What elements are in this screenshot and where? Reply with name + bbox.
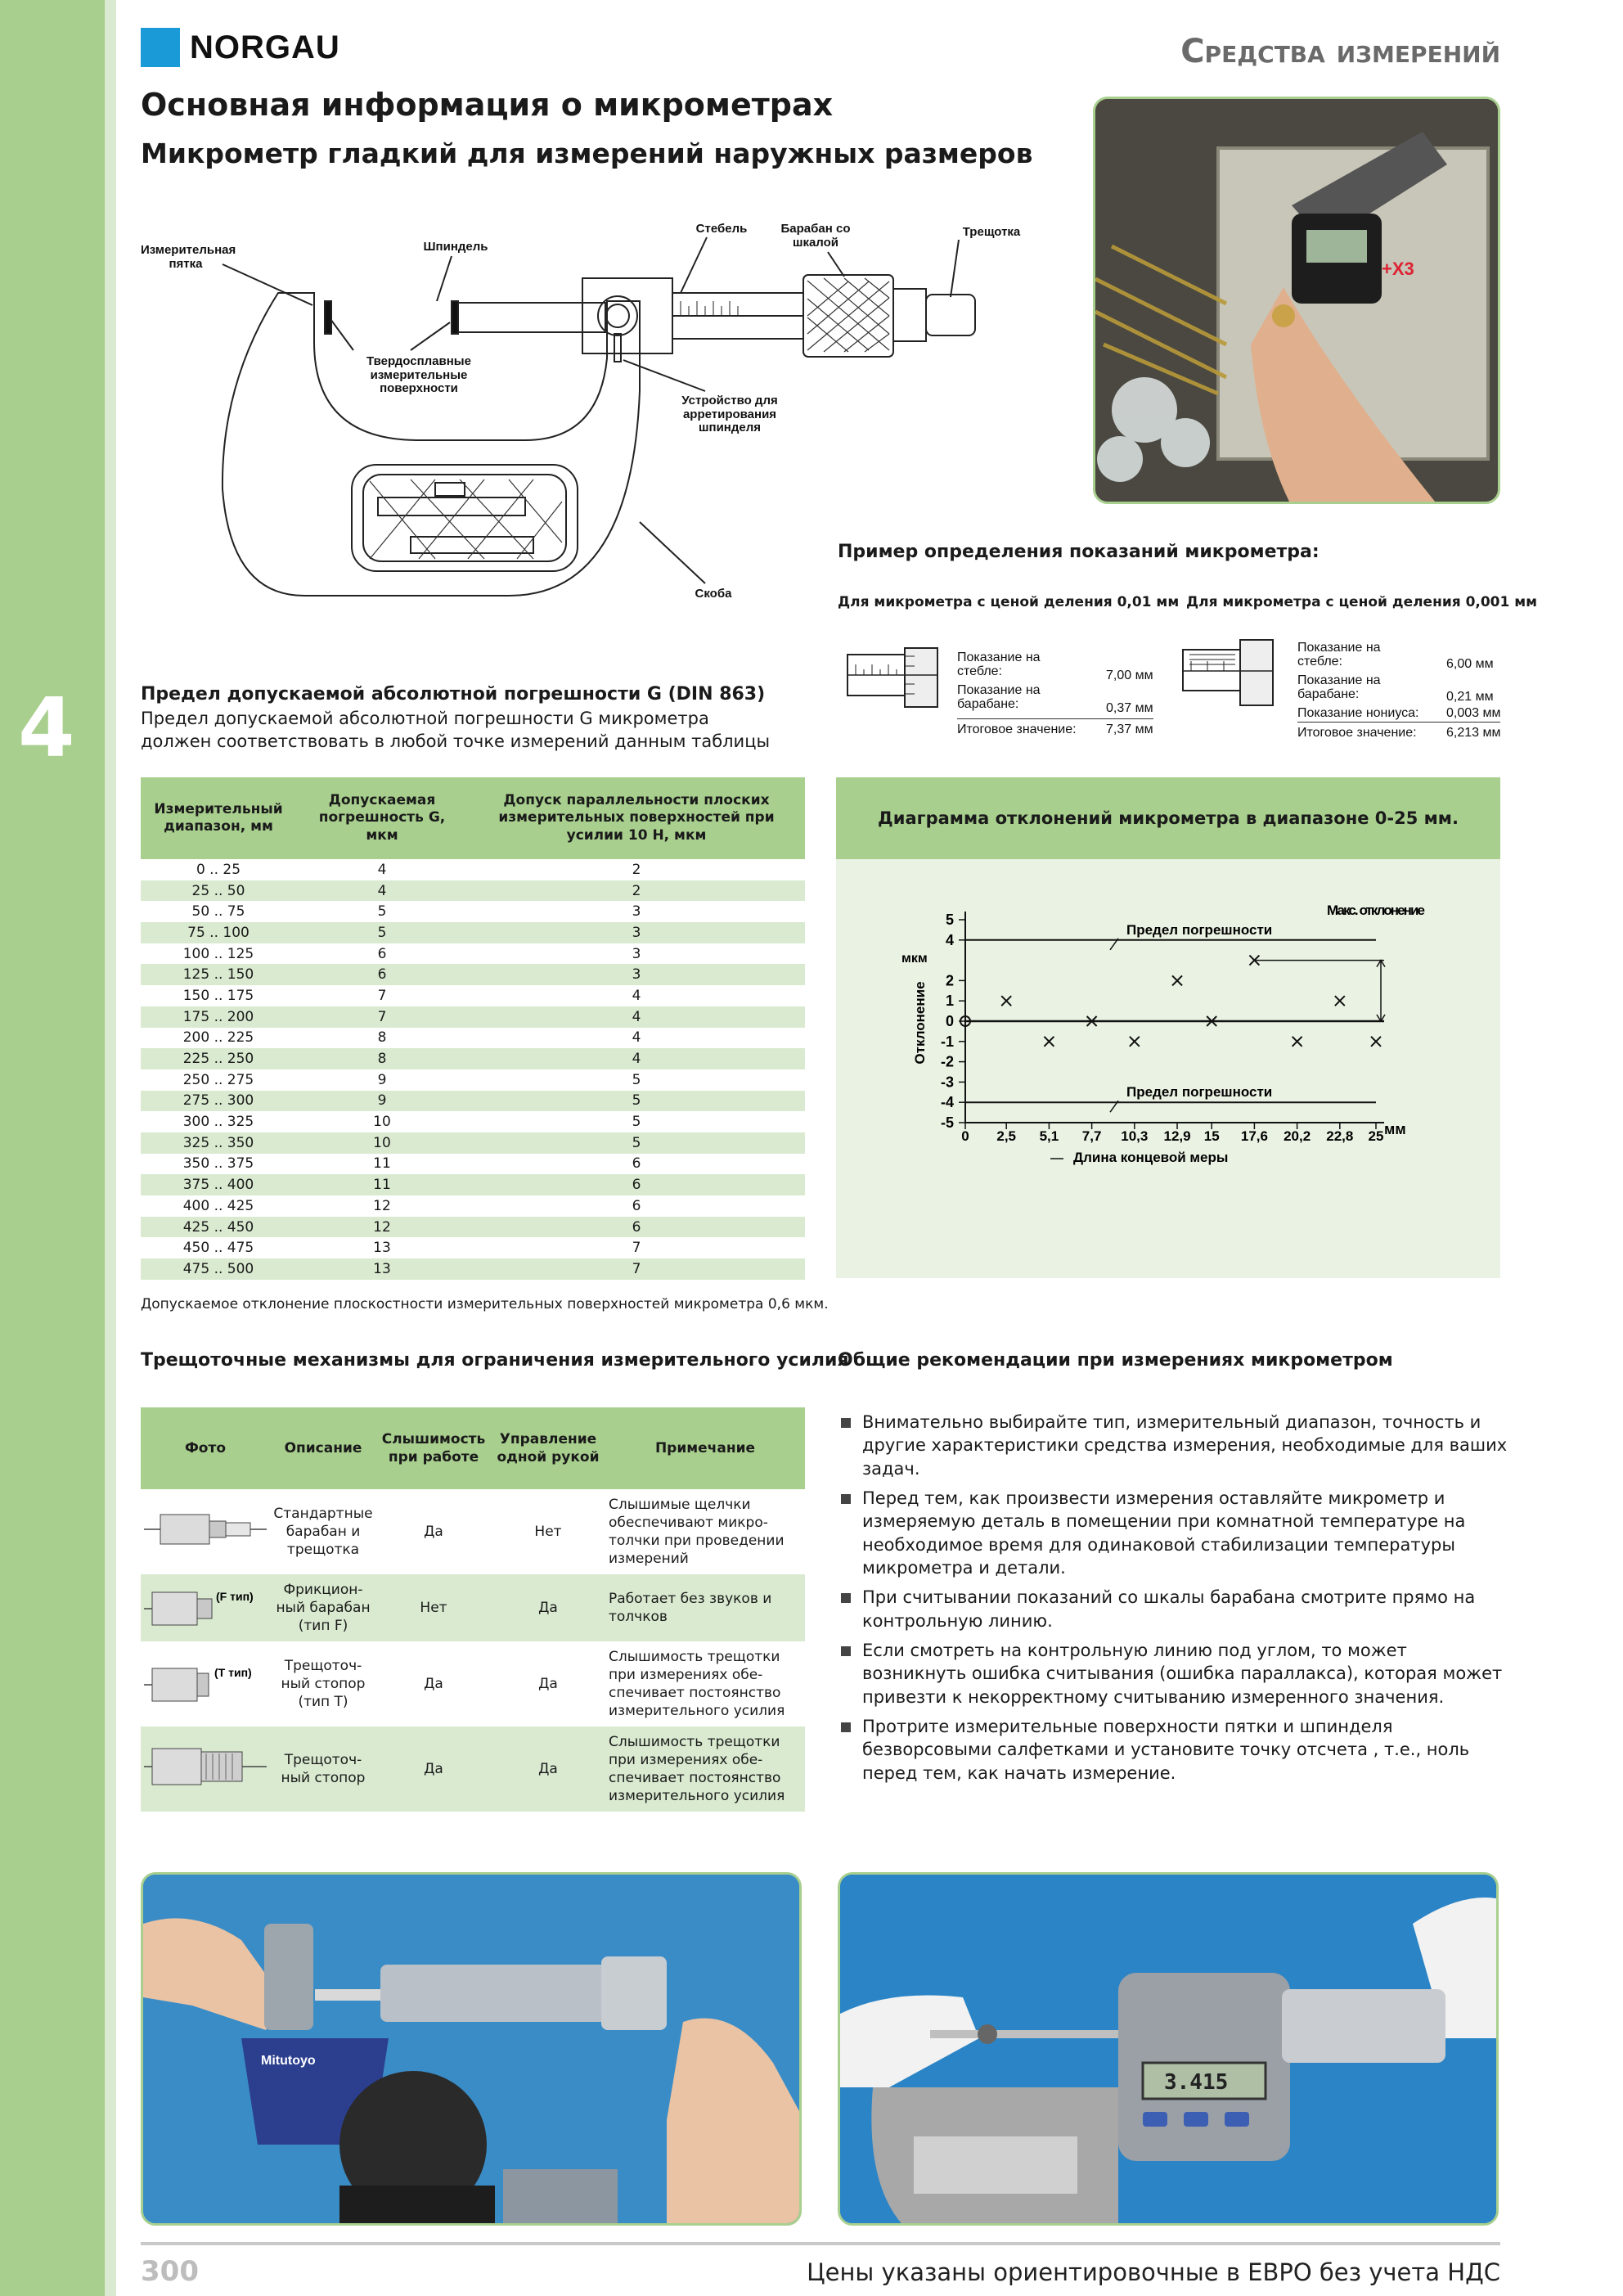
photo-micrometer-with-gauge-block [141,1872,802,2226]
recommendations-list [838,1411,1508,1791]
tolerance-text: Предел допускаемой абсолютной погрешности G микрометра должен соответствовать в любой точке измерений данным таблицы [141,709,771,752]
label-sleeve: Стебель [695,222,748,236]
tolerance-note: Допускаемое отклонение плоскостности измерительных поверхностей микрометра 0,6 мкм. [141,1296,829,1312]
table-row [141,1195,805,1217]
ratchet-note-cell: Слышимость трещотки при измерениях обе-спечивает постоянство измерительного усилия [605,1727,805,1812]
photo-bl-illustration [143,1875,802,2226]
table-row [141,1641,805,1727]
reading-right-value-total: 6,213 мм [1446,726,1501,740]
range-cell: 200 .. 225 [182,1029,254,1047]
error-cell: 13 [296,1258,468,1280]
tolerance-col-range: Измерительный диапазон, мм [141,777,296,859]
list-item-text: Внимательно выбирайте тип, измерительный диапазон, точность и другие характеристики средства измерения, необходимые для ваших задач. [862,1412,1508,1479]
chart-y-axis-label: Отклонение [912,981,928,1065]
table-row [141,1489,805,1574]
chart-y-tick-label: 1 [945,993,954,1010]
reading-left-label-2: Показание на барабане: [957,683,1041,711]
parallel-cell: 2 [632,861,641,878]
ratchet-onehand-cell: Нет [534,1523,562,1540]
label-ratchet: Трещотка [962,225,1021,239]
list-item-text: При считывании показаний со шкалы барабана смотрите прямо на контрольную линию. [862,1587,1476,1631]
page-subtitle: Микрометр гладкий для измерений наружных размеров [141,137,1033,169]
parallel-cell: 5 [468,1091,805,1112]
ratchet-audible-cell: Да [424,1675,443,1692]
logo-square-icon [141,28,180,67]
ratchet-note-cell: Слышимые щелчки обеспечивают микро-толчки при проведении измерений [609,1496,785,1568]
tolerance-title: Предел допускаемой абсолютной погрешности G (DIN 863) [141,684,766,705]
label-spindle-lock: Устройство для арретирования шпинделя [681,394,778,434]
ratchet-standard-image [144,1505,267,1554]
range-cell: 0 .. 25 [196,861,241,878]
table-row [141,1006,805,1028]
ratchet-onehand-cell: Да [491,1727,605,1812]
parallel-cell: 4 [632,987,641,1004]
reading-right-label-total: Итоговое значение: [1297,726,1417,740]
reading-left-value-1: 7,00 мм [1106,669,1153,682]
chart-point [1293,1037,1302,1047]
list-item-text: Протрите измерительные поверхности пятки и шпинделя безворсовыми салфетками и установите точку отсчета , т.е., ноль перед тем, как начать измерение. [862,1717,1470,1783]
reading-right-divider [1297,722,1500,723]
parallel-cell: 7 [468,1258,805,1280]
error-cell: 8 [377,1029,387,1047]
list-item [838,1411,1508,1480]
chart-x-unit: мм [1384,1121,1406,1137]
ratchet-header-row [141,1407,805,1489]
reading-left-value-total: 7,37 мм [1106,723,1153,736]
tolerance-header-row [141,777,805,859]
tolerance-col-parallel: Допуск параллельности плоских измерительных поверхностей при усилии 10 Н, мкм [468,777,805,859]
table-row [141,943,805,965]
error-cell: 7 [296,1006,468,1028]
chart-x-tick-label: 22,8 [1326,1128,1354,1144]
chart-y-tick-label: -1 [940,1033,954,1050]
chart-point [1044,1037,1054,1047]
photo-digital-tube-micrometer [838,1872,1499,2226]
ratchet-col-audible: Слышимость при работе [376,1407,491,1489]
square-bullet-icon [841,1646,851,1656]
ratchet-col-photo: Фото [141,1407,270,1489]
range-cell: 350 .. 375 [182,1155,254,1173]
ratchet-onehand-cell: Да [538,1675,558,1692]
range-cell: 300 .. 325 [182,1114,254,1131]
error-cell: 4 [296,880,468,902]
range-cell: 425 .. 450 [141,1217,296,1238]
chart-point [1001,996,1011,1006]
parallel-cell: 6 [632,1155,641,1173]
table-row [141,964,805,985]
list-item [838,1639,1508,1708]
error-cell: 4 [377,861,387,878]
chart-x-tick-label: 0 [961,1128,969,1144]
error-cell: 6 [377,945,387,962]
chart-x-tick-label: 15 [1203,1128,1220,1144]
ratchet-note-cell: Слышимость трещотки при измерениях обе-спечивает постоянство измерительного усилия [609,1648,785,1720]
chart-point [1130,1037,1140,1047]
label-carbide: Твердосплавные измерительные поверхности [366,354,471,395]
ratchet-col-onehand: Управление одной рукой [491,1407,605,1489]
chart-y-tick-label: 5 [945,912,954,928]
range-cell: 75 .. 100 [141,922,296,943]
photo-top-label: +X3 [1382,259,1414,279]
reading-left-subtitle: Для микрометра с ценой деления 0,01 мм [838,594,1180,610]
ratchet-note-cell: Работает без звуков и толчков [605,1574,805,1641]
range-cell: 225 .. 250 [141,1048,296,1069]
chart-point [1335,996,1345,1006]
parallel-cell: 3 [632,903,641,921]
chart-max-dev-label: Макс. отклонение [1327,903,1425,918]
range-cell: 50 .. 75 [191,903,245,921]
error-cell: 9 [377,1071,387,1088]
label-frame: Скоба [695,587,732,601]
photo-br-lcd: 3.415 [1164,2070,1229,2095]
footer-note: Цены указаны ориентировочные в ЕВРО без учета НДС [807,2258,1500,2286]
ratchet-tag-1: (F тип) [216,1589,254,1603]
parallel-cell: 7 [632,1240,641,1257]
ratchet-onehand-cell: Да [491,1574,605,1641]
square-bullet-icon [841,1418,851,1428]
list-item-text: Перед тем, как произвести измерения оставляйте микрометр и измеряемую деталь в помещении при комнатной температуре на необходимое время для одинаковой стабилизации температуры микрометра и детали. [862,1488,1466,1578]
range-cell: 175 .. 200 [141,1006,296,1028]
parallel-cell: 3 [468,964,805,985]
table-row [141,1727,805,1812]
chart-point [1371,1037,1381,1047]
chart-upper-limit-label: Предел погрешности [1126,922,1273,938]
page-title: Основная информация о микрометрах [141,87,834,123]
ratchet-desc-cell: Стандартные барабан и трещотка [273,1505,373,1559]
parallel-cell: 4 [468,1006,805,1028]
section-title: Средства измерений [1180,33,1500,70]
range-cell: 125 .. 150 [141,964,296,985]
reading-left-label-1: Показание на стебле: [957,651,1041,678]
recommendations-title: Общие рекомендации при измерениях микрометром [838,1350,1393,1371]
ratchet-photo-cell [141,1489,270,1574]
list-item [838,1715,1508,1785]
range-cell: 475 .. 500 [141,1258,296,1280]
table-row [141,1028,805,1049]
parallel-cell: 5 [632,1071,641,1088]
tolerance-table [141,777,805,1280]
chart-panel [836,859,1500,1278]
chart-x-tick-label: 2,5 [996,1128,1017,1144]
list-item [838,1586,1508,1632]
ratchet-photo-cell [141,1641,270,1727]
chart-y-tick-label: 2 [945,972,954,989]
ratchet-desc-cell: Фрикцион-ный барабан (тип F) [270,1574,376,1641]
error-cell: 12 [296,1217,468,1238]
chart-y-tick-label: -5 [940,1114,954,1131]
chart-point [1172,975,1182,985]
range-cell: 400 .. 425 [182,1197,254,1214]
ratchet-col-desc: Описание [270,1407,376,1489]
ratchet-friction-image [144,1581,267,1630]
parallel-cell: 2 [468,880,805,902]
parallel-cell: 4 [468,1048,805,1069]
error-cell: 10 [373,1114,391,1131]
table-row [141,859,805,880]
reading-right-scale [1181,638,1276,712]
brand-logo [141,28,340,67]
ratchet-title: Трещоточные механизмы для ограничения измерительного усилия [141,1350,849,1371]
reading-right-value-3: 0,003 мм [1446,706,1501,720]
table-row [141,1258,805,1280]
parallel-cell: 3 [632,945,641,962]
chart-x-tick-label: 12,9 [1163,1128,1191,1144]
chart-y-tick-label: 4 [945,931,954,948]
ratchet-col-note: Примечание [605,1407,805,1489]
chart-y-unit: мкм [901,952,928,966]
ratchet-photo-cell [141,1574,270,1641]
parallel-cell: 6 [632,1197,641,1214]
parallel-cell: 6 [468,1217,805,1238]
table-row [141,985,805,1006]
range-cell: 450 .. 475 [182,1240,254,1257]
reading-right-value-1: 6,00 мм [1446,657,1494,671]
reading-title: Пример определения показаний микрометра: [838,542,1320,562]
reading-right-label-3: Показание нониуса: [1297,706,1419,720]
table-row [141,1111,805,1132]
side-band-inner [105,0,116,2296]
label-anvil: Измерительная пятка [141,243,236,271]
table-row [141,1091,805,1112]
error-cell: 7 [377,987,387,1004]
error-cell: 12 [373,1197,391,1214]
error-cell: 6 [296,964,468,985]
ratchet-stop-t-image [144,1657,267,1706]
label-spindle: Шпиндель [423,240,488,254]
reading-right-label-1: Показание на стебле: [1297,641,1381,669]
range-cell: 25 .. 50 [141,880,296,902]
range-cell: 375 .. 400 [141,1174,296,1195]
table-row [141,1174,805,1195]
chart-x-tick-label: 20,2 [1284,1128,1311,1144]
square-bullet-icon [841,1593,851,1603]
chart-y-tick-label: -2 [940,1053,954,1070]
square-bullet-icon [841,1722,851,1732]
error-cell: 10 [296,1132,468,1154]
tolerance-col-error: Допускаемая погрешность G, мкм [296,777,468,859]
parallel-cell: 6 [468,1174,805,1195]
chart-x-tick-label: 7,7 [1081,1128,1102,1144]
range-cell: 325 .. 350 [141,1132,296,1154]
list-item-text: Если смотреть на контрольную линию под углом, то может возникнуть ошибка считывания (ошибка параллакса), которая может привезти к некорректному считыванию измеренного значения. [862,1641,1503,1707]
reading-right-subtitle: Для микрометра с ценой деления 0,001 мм [1186,594,1538,610]
chart-y-tick-label: -4 [940,1094,954,1111]
ratchet-audible-cell: Да [376,1727,491,1812]
chart-y-tick-label: 0 [945,1013,954,1029]
table-row [141,922,805,943]
ratchet-stop-image [144,1742,267,1791]
chart-x-tick-label: 5,1 [1039,1128,1059,1144]
photo-br-illustration [840,1875,1499,2226]
table-row [141,1237,805,1258]
ratchet-audible-cell: Нет [376,1574,491,1641]
error-cell: 13 [373,1240,391,1257]
parallel-cell: 3 [468,922,805,943]
ratchet-audible-cell: Да [424,1523,443,1540]
parallel-cell: 5 [632,1114,641,1131]
error-cell: 8 [296,1048,468,1069]
chart-lower-limit-label: Предел погрешности [1126,1084,1273,1100]
table-row [141,1154,805,1175]
deviation-chart [836,859,1500,1278]
table-row [141,880,805,902]
reading-right-value-2: 0,21 мм [1446,690,1494,704]
ratchet-desc-cell: Трещоточ-ный стопор [270,1727,376,1812]
chart-x-axis-label: Длина концевой меры [1073,1150,1229,1165]
photo-bl-brand: Mitutoyo [261,2054,316,2068]
range-cell: 150 .. 175 [182,987,254,1004]
table-row [141,1048,805,1069]
range-cell: 250 .. 275 [182,1071,254,1088]
chart-y-tick-label: -3 [940,1074,954,1091]
chart-title: Диаграмма отклонений микрометра в диапазоне 0-25 мм. [836,777,1500,859]
footer-divider [141,2242,1500,2245]
table-row [141,1132,805,1154]
reading-left-divider [957,718,1153,719]
chart-x-tick-label: 10,3 [1121,1128,1149,1144]
reading-left-value-2: 0,37 мм [1106,701,1153,715]
ratchet-tag-2: (T тип) [214,1665,252,1679]
parallel-cell: 5 [468,1132,805,1154]
error-cell: 11 [296,1174,468,1195]
reading-right-label-2: Показание на барабане: [1297,673,1381,701]
square-bullet-icon [841,1494,851,1504]
table-row [141,1069,805,1091]
reading-left-scale [846,646,941,712]
reading-left-label-total: Итоговое значение: [957,723,1077,736]
table-row [141,901,805,922]
ratchet-photo-cell [141,1727,270,1812]
range-cell: 100 .. 125 [182,945,254,962]
chart-x-tick-label: 25 [1368,1128,1384,1144]
page-number: 300 [141,2255,199,2288]
chapter-number: 4 [18,680,75,776]
side-band [0,0,105,2296]
parallel-cell: 4 [632,1029,641,1047]
list-item [838,1487,1508,1579]
error-cell: 11 [373,1155,391,1173]
label-thimble: Барабан со шкалой [780,222,851,250]
error-cell: 9 [296,1091,468,1112]
table-row [141,1217,805,1238]
range-cell: 275 .. 300 [141,1091,296,1112]
photo-top-illustration [1095,99,1500,504]
error-cell: 5 [296,922,468,943]
table-row [141,1574,805,1641]
photo-digital-micrometer-in-hand [1093,97,1500,504]
ratchet-table [141,1407,805,1812]
chart-x-tick-label: 17,6 [1240,1128,1268,1144]
error-cell: 5 [377,903,387,921]
logo-text: NORGAU [190,29,340,65]
ratchet-desc-cell: Трещоточ-ный стопор (тип T) [281,1657,366,1711]
